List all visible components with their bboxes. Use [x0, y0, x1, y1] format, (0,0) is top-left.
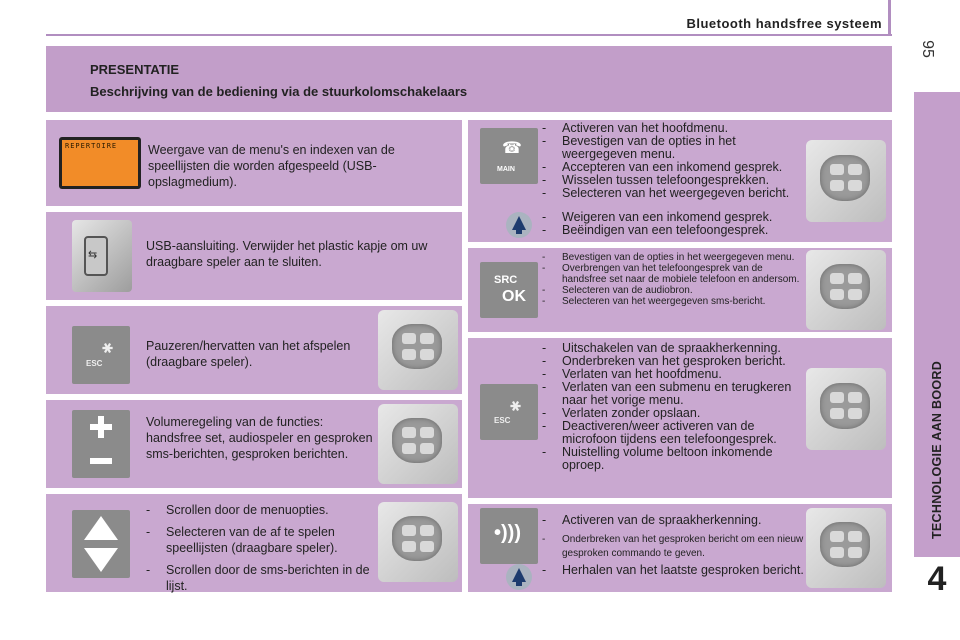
- chapter-number: 4: [927, 560, 947, 598]
- list-item: - Selecteren van de audiobron.: [540, 285, 804, 296]
- steering-control-image: [806, 140, 886, 222]
- header-tick: [888, 0, 891, 34]
- steering-control-image: [378, 404, 458, 484]
- esc-box: [468, 338, 892, 498]
- main-icon-label: MAIN: [497, 166, 515, 173]
- main-box: [468, 120, 892, 242]
- usb-icon: ⇆: [88, 249, 98, 261]
- presentation-banner: [46, 46, 892, 112]
- chapter-label: TECHNOLOGIE AAN BOORD: [930, 360, 944, 540]
- voice-list-a: [540, 514, 806, 561]
- usb-port-image: [72, 220, 132, 292]
- src-ok-list: [540, 252, 804, 307]
- list-item: - Beëindigen van een telefoongesprek.: [540, 224, 804, 237]
- list-item: - Selecteren van het weergegeven bericht.: [540, 187, 804, 200]
- src-ok-box: [468, 248, 892, 332]
- list-item: - Bevestigen van de opties in het weergegeven menu.: [540, 252, 804, 263]
- list-item: - Activeren van de spraakherkenning.: [540, 514, 806, 527]
- hand-cursor-icon: [506, 564, 532, 590]
- display-description: Weergave van de menu's en indexen van de speellijsten die worden afgespeeld (USB-opslagmedium).: [148, 143, 395, 189]
- steering-control-image: [378, 310, 458, 390]
- pause-description: Pauzeren/hervatten van het afspelen (draagbare speler).: [146, 339, 351, 369]
- section-title: Bluetooth handsfree systeem: [686, 16, 882, 31]
- list-item: - Bevestigen van de opties in het weergegeven menu.: [540, 135, 804, 161]
- banner-title: PRESENTATIE: [90, 62, 180, 77]
- main-icon: [480, 128, 538, 184]
- hand-cursor-icon: [506, 212, 532, 238]
- list-item: - Overbrengen van het telefoongesprek van de handsfree set naar de mobiele telefoon en andersom.: [540, 263, 804, 285]
- display-screen-text: REPERTOIRE: [65, 142, 118, 150]
- voice-list-b: [540, 564, 806, 577]
- list-item: - Scrollen door de sms-berichten in de lijst.: [144, 562, 378, 594]
- banner-subtitle: Beschrijving van de bediening via de stuurkolomschakelaars: [90, 84, 468, 99]
- src-ok-icon: [480, 262, 538, 318]
- usb-box: [46, 212, 462, 300]
- list-item: - Verlaten van een submenu en terugkeren naar het vorige menu.: [540, 381, 806, 407]
- list-item: - Verlaten van het hoofdmenu.: [540, 368, 806, 381]
- list-item: - Wisselen tussen telefoongesprekken.: [540, 174, 804, 187]
- list-item: - Verlaten zonder opslaan.: [540, 407, 806, 420]
- list-item: - Herhalen van het laatste gesproken bericht.: [540, 564, 806, 577]
- steering-control-image: [378, 502, 458, 582]
- list-item: - Onderbreken van het gesproken bericht om een nieuw gesproken commando te geven.: [540, 533, 806, 561]
- esc-icon: ✱ ESC: [72, 326, 130, 384]
- list-item: - Weigeren van een inkomend gesprek.: [540, 211, 804, 224]
- src-icon-label: SRC: [494, 274, 518, 286]
- esc-icon: ✱ ESC: [480, 384, 538, 440]
- list-item: - Activeren van het hoofdmenu.: [540, 122, 804, 135]
- steering-control-image: [806, 508, 886, 588]
- esc-list: [540, 342, 806, 472]
- esc-icon-label: ESC: [494, 416, 511, 425]
- list-item: - Selecteren van het weergegeven sms-bericht.: [540, 296, 804, 307]
- page-number: 95: [919, 40, 936, 58]
- volume-plus-minus-icon: [72, 410, 130, 478]
- list-item: - Uitschakelen van de spraakherkenning.: [540, 342, 806, 355]
- voice-waves-icon: •))): [494, 522, 521, 544]
- voice-box: [468, 504, 892, 592]
- list-item: - Selecteren van de af te spelen speellijsten (draagbare speler).: [144, 524, 378, 556]
- pause-box: [46, 306, 462, 394]
- volume-box: [46, 400, 462, 488]
- list-item: - Deactiveren/weer activeren van de microfoon tijdens een telefoongesprek.: [540, 420, 806, 446]
- usb-description: USB-aansluiting. Verwijder het plastic kapje om uw draagbare speler aan te sluiten.: [146, 239, 428, 269]
- steering-control-image: [806, 368, 886, 450]
- phone-icon: ☎: [502, 140, 522, 157]
- esc-icon-label: ESC: [86, 359, 103, 368]
- arrow-up-icon: [84, 516, 118, 540]
- volume-description: Volumeregeling van de functies: handsfree set, audiospeler en gesproken sms-berichten, gesproken berichten.: [146, 415, 373, 461]
- up-down-arrows-icon: [72, 510, 130, 578]
- main-list-b: [540, 211, 804, 237]
- header-rule: [46, 34, 892, 36]
- display-screen: [59, 137, 141, 189]
- list-item: - Scrollen door de menuopties.: [144, 502, 378, 518]
- display-box: [46, 120, 462, 206]
- list-item: - Onderbreken van het gesproken bericht.: [540, 355, 806, 368]
- arrow-down-icon: [84, 548, 118, 572]
- list-item: - Accepteren van een inkomend gesprek.: [540, 161, 804, 174]
- scroll-list: [144, 502, 378, 594]
- scroll-box: [46, 494, 462, 592]
- steering-control-image: [806, 250, 886, 330]
- voice-recognition-icon: [480, 508, 538, 564]
- ok-icon-label: OK: [502, 288, 526, 305]
- main-list-a: [540, 122, 804, 200]
- list-item: - Nuistelling volume beltoon inkomende oproep.: [540, 446, 806, 472]
